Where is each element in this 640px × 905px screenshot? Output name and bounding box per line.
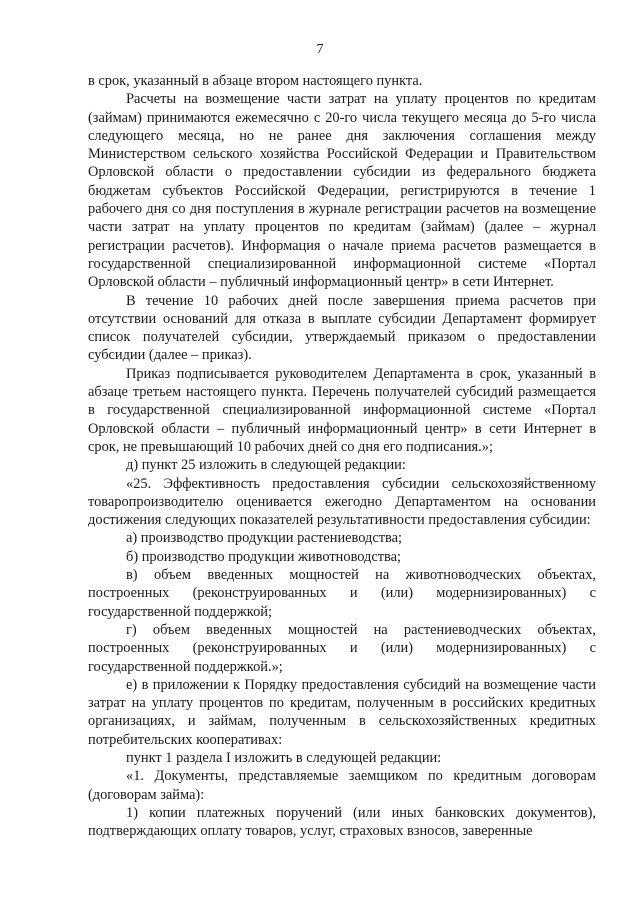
list-item: а) производство продукции растениеводства; — [126, 530, 403, 547]
paragraph: д) пункт 25 изложить в следующей редакции: — [126, 457, 406, 474]
paragraph: «25. Эффективность предоставления субсидии сельскохозяйственному товаропроизводителю оценивается ежегодно Департаментом на основании достижения следующих показателей результативности предоставления субсидии: — [88, 475, 596, 529]
paragraph: Расчеты на возмещение части затрат на уплату процентов по кредитам (займам) принимаются ежемесячно с 20-го числа текущего месяца до 5-го числа следующего месяца, но не ранее дня заключения соглашения между Министерством сельского хозяйства Российской Федерации и Правительством Орловской области о предоставлении субсидии из федерального бюджета бюджетам субъектов Российской Федерации, регистрируются в течение 1 рабочего дня со дня поступления в журнале регистрации расчетов на возмещение части затрат на уплату процентов по кредитам (займам) (далее – журнал регистрации расчетов). Информация о начале приема расчетов размещается в государственной специализированной информационной системе «Портал Орловской области – публичный информационный центр» в сети Интернет. — [88, 91, 596, 291]
document-body — [88, 72, 596, 840]
paragraph: в срок, указанный в абзаце втором настоящего пункта. — [88, 73, 423, 89]
list-item: б) производство продукции животноводства; — [126, 548, 402, 565]
paragraph: е) в приложении к Порядку предоставления субсидий на возмещение части затрат на уплату процентов по кредитам, полученным в российских кредитных организациях, и займам, полученным в сельскохозяйственных кредитных потребительских кооперативах: — [88, 676, 596, 748]
page-number: 7 — [316, 42, 324, 57]
list-item: в) объем введенных мощностей на животноводческих объектах, построенных (реконструированных и (или) модернизированных) с государственной поддержкой; — [88, 567, 596, 620]
paragraph: В течение 10 рабочих дней после завершения приема расчетов при отсутствии оснований для отказа в выплате субсидии Департамент формирует список получателей субсидии, утверждаемый приказом о предоставлении субсидии (далее – приказ). — [88, 292, 596, 364]
paragraph: «1. Документы, представляемые заемщиком по кредитным договорам (договорам займа): — [88, 768, 596, 803]
paragraph: 1) копии платежных поручений (или иных банковских документов), подтверждающих оплату товаров, услуг, страховых взносов, заверенные — [88, 804, 596, 840]
paragraph: пункт 1 раздела I изложить в следующей редакции: — [126, 749, 442, 766]
paragraph: Приказ подписывается руководителем Департамента в срок, указанный в абзаце третьем настоящего пункта. Перечень получателей субсидий размещается в государственной специализированной информационной системе «Портал Орловской области – публичный информационный центр» в сети Интернет в срок, не превышающий 10 рабочих дней со дня его подписания.»; — [88, 365, 596, 455]
list-item: г) объем введенных мощностей на растениеводческих объектах, построенных (реконструированных и (или) модернизированных) с государственной поддержкой.»; — [88, 621, 596, 675]
